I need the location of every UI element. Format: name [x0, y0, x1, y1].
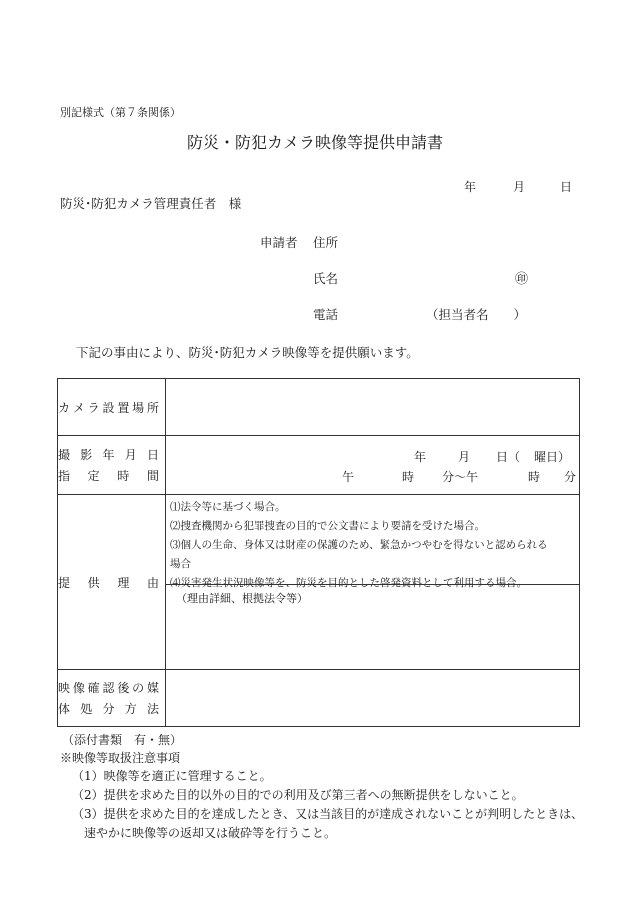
note-continuation: 速やかに映像等の返却又は破砕等を行うこと。 — [84, 826, 337, 840]
contact-person-label: （担当者名 ） — [426, 307, 527, 322]
note-item: （3）提供を求めた目的を達成したとき、又は当該目的が達成されないことが判明したときは、 — [72, 807, 584, 821]
page-title: 防災・防犯カメラ映像等提供申請書 — [186, 133, 443, 152]
time-hour-end: 時 — [528, 470, 541, 484]
address-label: 住所 — [313, 235, 339, 250]
form-label: 別記様式（第７条関係） — [60, 106, 181, 119]
reason-item: ⑷災害発生状況映像等を、防災を目的とした啓発資料として利用する場合。 — [170, 577, 527, 589]
note-item: （2）提供を求めた目的以外の目的での利用及び第三者への無断提供をしないこと。 — [72, 788, 524, 802]
time-min-start: 分〜午 — [442, 470, 479, 484]
name-label: 氏名 — [313, 271, 339, 286]
intro-text: 下記の事由により、防災･防犯カメラ映像等を提供願います。 — [76, 345, 419, 360]
reason-item: ⑶個人の生命、身体又は財産の保護のため、緊急かつやむを得ないと認められる — [170, 539, 548, 551]
shoot-month: 月 — [458, 450, 471, 464]
date-year: 年 — [464, 180, 477, 194]
reason-label: 提 供 理 由 — [58, 495, 166, 670]
reason-detail-label: （理由詳細、根拠法令等） — [176, 592, 308, 605]
time-min-end: 分 — [564, 470, 577, 484]
time-hour-start: 時 — [402, 470, 415, 484]
camera-location-label: カ メ ラ 設 置 場 所 — [58, 379, 166, 436]
date-day: 日 — [560, 180, 573, 194]
reason-item: ⑴法令等に基づく場合。 — [170, 501, 286, 513]
disposal-method-field[interactable] — [166, 670, 580, 727]
time-pm-start: 午 — [342, 470, 355, 484]
datetime-label: 撮 影 年 月 日 指 定 時 間 — [58, 436, 166, 495]
camera-location-field[interactable] — [166, 379, 580, 436]
date-month: 月 — [513, 180, 526, 194]
shoot-year: 年 — [414, 450, 427, 464]
note-item: （1）映像等を適正に管理すること。 — [72, 769, 272, 783]
datetime-field[interactable] — [166, 436, 580, 495]
addressee: 防災･防犯カメラ管理責任者 様 — [60, 196, 242, 211]
shoot-day: 日（ — [496, 450, 521, 464]
reason-divider — [166, 584, 579, 585]
shoot-weekday: 曜日） — [534, 450, 571, 464]
reason-item: ⑵捜査機関から犯罪捜査の目的で公文書により要請を受けた場合。 — [170, 520, 485, 532]
notes-heading: ※映像等取扱注意事項 — [60, 751, 181, 765]
reason-list — [170, 498, 575, 593]
attachments-label: （添付書類 有・無） — [62, 733, 183, 747]
reason-field[interactable] — [166, 495, 580, 670]
applicant-label: 申請者 — [260, 235, 298, 250]
seal-icon: ㊞ — [515, 272, 529, 287]
application-table — [57, 378, 580, 727]
disposal-method-label: 映 像 確 認 後 の 媒 体 処 分 方 法 — [58, 670, 166, 727]
reason-item: 場合 — [170, 558, 191, 570]
phone-label: 電話 — [313, 307, 339, 322]
